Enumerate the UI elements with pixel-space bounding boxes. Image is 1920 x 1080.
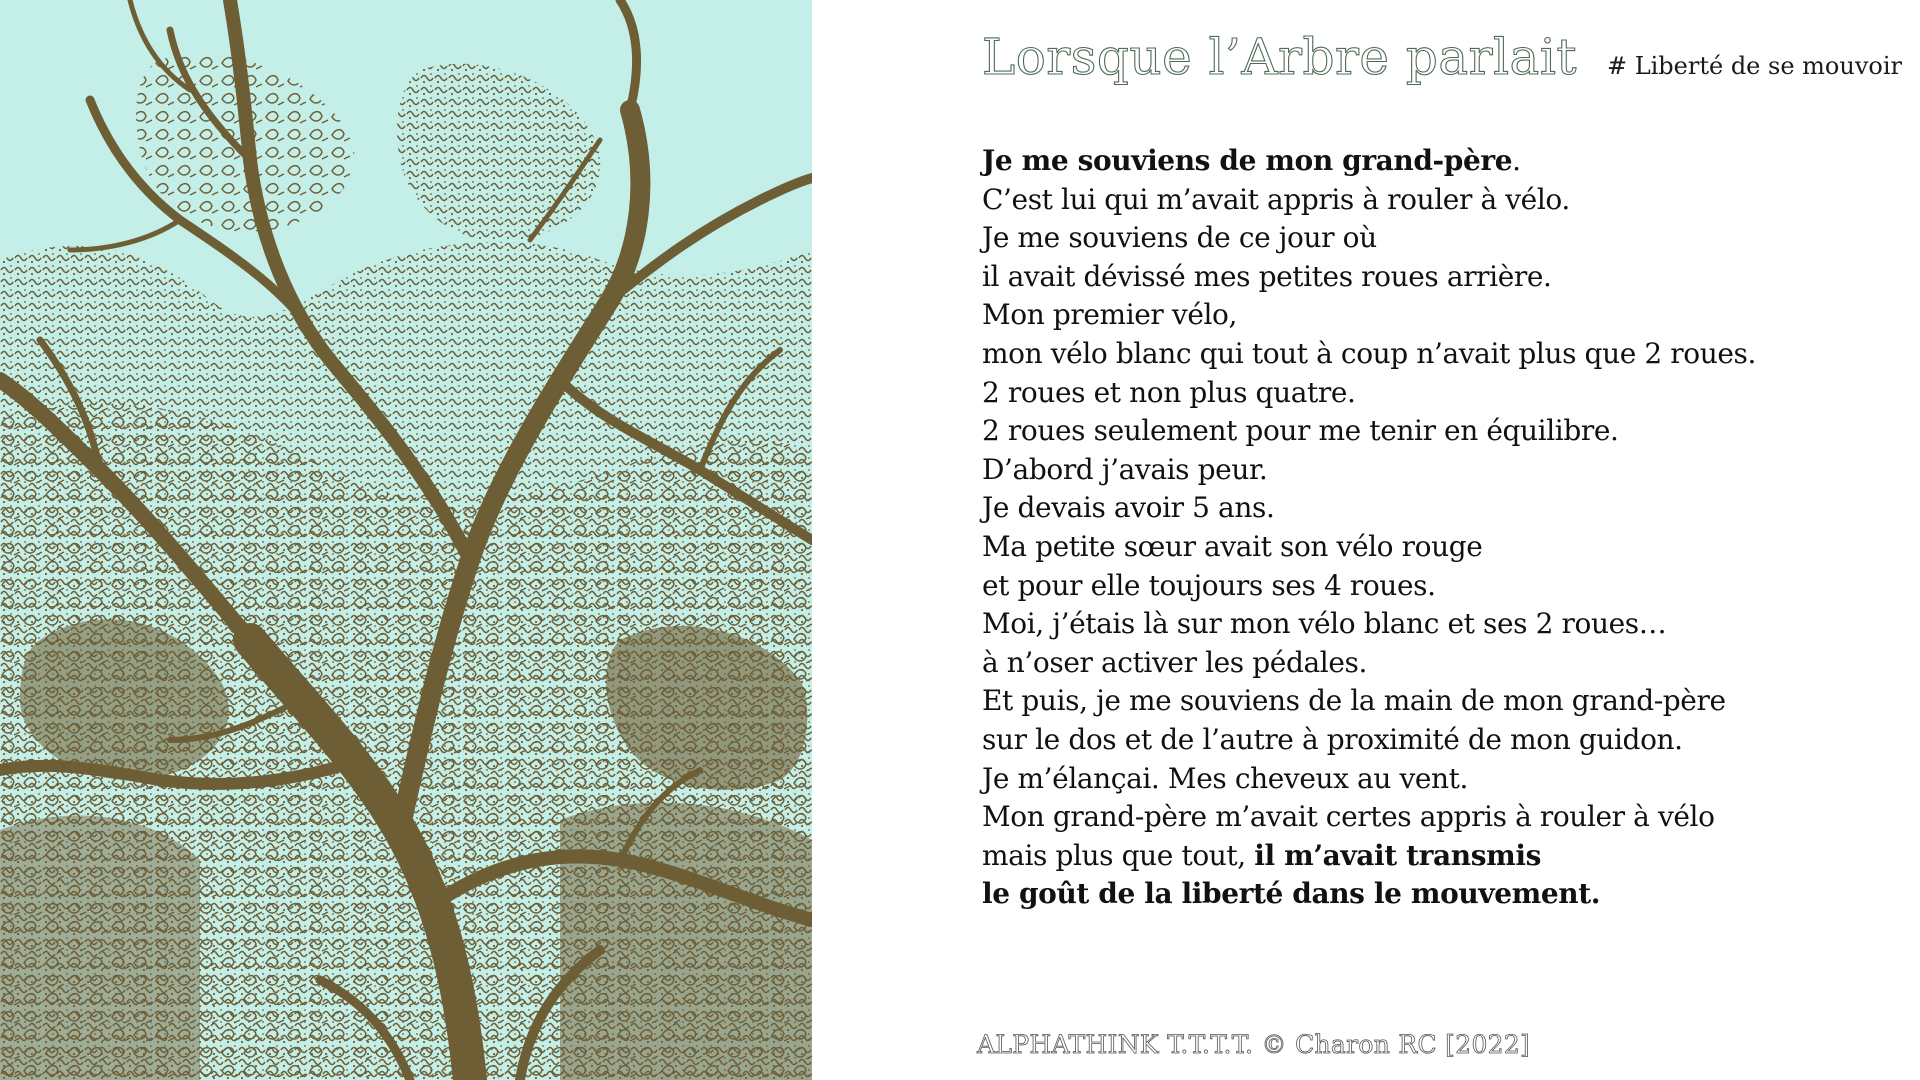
- poem-text: [982, 142, 1892, 914]
- header: [982, 28, 1902, 108]
- poem-line-text: mais plus que tout,: [982, 838, 1255, 872]
- poem-line-text: Je me souviens de ce jour où: [982, 221, 1377, 255]
- poem-line: [982, 528, 1892, 567]
- tree-illustration: [0, 0, 812, 1080]
- poem-line: [982, 296, 1892, 335]
- poem-line-bold: il m’avait transmis: [1254, 838, 1541, 872]
- poem-line: [982, 412, 1892, 451]
- poem-line-text: mon vélo blanc qui tout à coup n’avait plus que 2 roues.: [982, 336, 1757, 370]
- poem-line-text: Moi, j’étais là sur mon vélo blanc et ses 2 roues…: [982, 607, 1667, 641]
- poem-line: [982, 451, 1892, 490]
- poem-line: [982, 605, 1892, 644]
- poem-line: [982, 489, 1892, 528]
- poem-line: [982, 335, 1892, 374]
- poem-line-text: sur le dos et de l’autre à proximité de mon guidon.: [982, 722, 1683, 756]
- poem-line-text: il avait dévissé mes petites roues arrière.: [982, 259, 1552, 293]
- poem-line: [982, 837, 1892, 876]
- poem-line: [982, 760, 1892, 799]
- poem-line-text: Et puis, je me souviens de la main de mon grand-père: [982, 684, 1726, 718]
- poem-line: [982, 258, 1892, 297]
- copyright-footer: ALPHATHINK T.T.T.T. © Charon RC [2022]: [977, 1030, 1531, 1059]
- poem-line-text: Je me souviens de mon grand-père: [982, 144, 1513, 177]
- page-title: Lorsque l’Arbre parlait: [982, 28, 1577, 86]
- poem-line: [982, 875, 1892, 914]
- poem-line: [982, 219, 1892, 258]
- poem-line-text: C’est lui qui m’avait appris à rouler à vélo.: [982, 182, 1570, 216]
- poem-line-text: Mon grand-père m’avait certes appris à rouler à vélo: [982, 800, 1715, 834]
- poem-line-text: 2 roues seulement pour me tenir en équilibre.: [982, 414, 1619, 448]
- poem-line: [982, 142, 1892, 181]
- poem-line: [982, 567, 1892, 606]
- poem-line-text: à n’oser activer les pédales.: [982, 645, 1367, 679]
- poem-line-text: Ma petite sœur avait son vélo rouge: [982, 529, 1483, 563]
- poem-line-text: et pour elle toujours ses 4 roues.: [982, 568, 1436, 602]
- poem-line: [982, 181, 1892, 220]
- poem-line: [982, 644, 1892, 683]
- poem-line: [982, 721, 1892, 760]
- poem-line-text: 2 roues et non plus quatre.: [982, 375, 1356, 409]
- poem-line: [982, 798, 1892, 837]
- poem-line-text: Je m’élançai. Mes cheveux au vent.: [982, 761, 1469, 795]
- tree-artwork: [0, 0, 812, 1080]
- poem-line: [982, 682, 1892, 721]
- poem-line-text: D’abord j’avais peur.: [982, 452, 1268, 486]
- poem-line-text: Je devais avoir 5 ans.: [982, 491, 1275, 525]
- hashtag-label: # Liberté de se mouvoir: [1606, 52, 1902, 80]
- poem-line: [982, 374, 1892, 413]
- poem-line-suffix: .: [1512, 144, 1521, 177]
- poem-line-text: le goût de la liberté dans le mouvement.: [982, 877, 1601, 911]
- poem-line-text: Mon premier vélo,: [982, 298, 1238, 332]
